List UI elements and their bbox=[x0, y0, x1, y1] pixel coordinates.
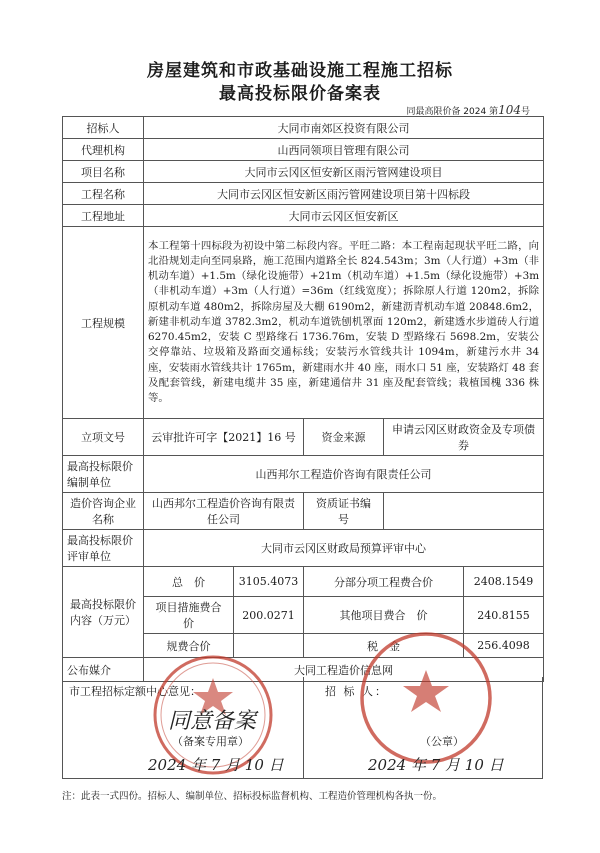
record-number bbox=[406, 103, 530, 117]
right-date-text: 2024 年 7 月 10 日 bbox=[368, 756, 504, 774]
row-works-name bbox=[63, 183, 544, 205]
media-value: 大同工程造价信息网 bbox=[144, 658, 544, 682]
row-price-total bbox=[63, 567, 544, 597]
price-label: 最高投标限价内容（万元） bbox=[63, 567, 144, 658]
approval-label: 立项文号 bbox=[63, 419, 144, 456]
row-project-name bbox=[63, 161, 544, 183]
tenderer-sign-label: 招 标 人： bbox=[325, 685, 388, 698]
scale-value: 本工程第十四标段为初设中第二标段内容。平旺二路：本工程南起现状平旺二路，向北沿规划走向至同泉路，施工范围内道路全长 824.543m；3m（人行道）+3m（非机动车道）+1.5m（绿化设施带）+21m（机动车道）+1.5m（绿化设施带）+3m（非机动车道）+3m（人行道）=36m（红线宽度）；拆除原人行道 120m2，拆除原机动车道 480m2，拆除房屋及大棚 6190m2，新建沥青机动车道 20848.6m2，新建非机动车道 3782.3m2，机动车道铣刨机罩面 120m2，新建透水步道砖人行道 6270.45m2，安装 C 型路缘石 1736.76m，安装 D 型路缘石 5698.2m，安装公交停靠站、垃圾箱及路面交通标线；安装污水管线共计 1094m，新建污水井 34 座，安装雨水管线共计 1765m，新建雨水井 40 座，雨水口 51 座，安装路灯 48 套及配套管线，新建电缆井 35 座，新建通信井 31 座及配套管线；栽植国槐 336 株等。 bbox=[144, 227, 544, 419]
project-name-value: 大同市云冈区恒安新区雨污管网建设项目 bbox=[144, 161, 544, 183]
works-name-label: 工程名称 bbox=[63, 183, 144, 205]
reviewer-value: 大同市云冈区财政局预算评审中心 bbox=[144, 530, 544, 567]
consult-value: 山西邦尔工程造价咨询有限责任公司 bbox=[144, 493, 304, 530]
measure-fee-label: 项目措施费合 价 bbox=[144, 597, 234, 634]
project-name-label: 项目名称 bbox=[63, 161, 144, 183]
sub-price-value: 2408.1549 bbox=[464, 567, 544, 597]
compiler-label: 最高投标限价编制单位 bbox=[63, 456, 144, 493]
works-name-value: 大同市云冈区恒安新区雨污管网建设项目第十四标段 bbox=[144, 183, 544, 205]
media-label: 公布媒介 bbox=[63, 658, 144, 682]
agency-value: 山西同领项目管理有限公司 bbox=[144, 139, 544, 161]
row-compiler bbox=[63, 456, 544, 493]
cert-label: 资质证书编 号 bbox=[304, 493, 384, 530]
record-handwritten-number: 104 bbox=[498, 103, 521, 117]
row-works-address bbox=[63, 205, 544, 227]
tax-value: 256.4098 bbox=[464, 634, 544, 658]
works-address-label: 工程地址 bbox=[63, 205, 144, 227]
right-date bbox=[368, 754, 504, 775]
other-fee-value: 240.8155 bbox=[464, 597, 544, 634]
tenderer-label: 招标人 bbox=[63, 117, 144, 139]
row-scale bbox=[63, 227, 544, 419]
official-seal-note: （公章） bbox=[420, 735, 464, 748]
signature-divider bbox=[303, 677, 304, 779]
tax-label: 税 金 bbox=[304, 634, 464, 658]
cert-value bbox=[384, 493, 544, 530]
approval-value: 云审批许可字【2021】16 号 bbox=[144, 419, 304, 456]
regulatory-fee-label: 规费合价 bbox=[144, 634, 234, 658]
agency-label: 代理机构 bbox=[63, 139, 144, 161]
approval-handwriting: 同意备案 bbox=[168, 709, 257, 734]
filing-table bbox=[62, 116, 544, 682]
consult-label: 造价咨询企业名称 bbox=[63, 493, 144, 530]
works-address-value: 大同市云冈区恒安新区 bbox=[144, 205, 544, 227]
scale-label: 工程规模 bbox=[63, 227, 144, 419]
fund-source-label: 资金来源 bbox=[304, 419, 384, 456]
left-date bbox=[148, 754, 284, 775]
total-price-label: 总 价 bbox=[144, 567, 234, 597]
other-fee-label: 其他项目费合 价 bbox=[304, 597, 464, 634]
row-consult bbox=[63, 493, 544, 530]
record-prefix: 同最高限价备 2024 第 bbox=[406, 107, 499, 117]
footnote: 注：此表一式四份。招标人、编制单位、招标投标监督机构、工程造价管理机构各执一份。 bbox=[62, 791, 443, 802]
fund-source-value: 申请云冈区财政资金及专项债券 bbox=[384, 419, 544, 456]
tenderer-value: 大同市南郊区投资有限公司 bbox=[144, 117, 544, 139]
total-price-value: 3105.4073 bbox=[234, 567, 304, 597]
reviewer-label: 最高投标限价评审单位 bbox=[63, 530, 144, 567]
filing-seal-note: （备案专用章） bbox=[172, 735, 249, 748]
form-title-line1: 房屋建筑和市政基础设施工程施工招标 bbox=[147, 61, 453, 81]
form-title-line2: 最高投标限价备案表 bbox=[219, 84, 381, 104]
row-approval bbox=[63, 419, 544, 456]
center-opinion-label: 市工程招标定额中心意见： bbox=[69, 685, 201, 698]
compiler-value: 山西邦尔工程造价咨询有限责任公司 bbox=[144, 456, 544, 493]
row-tenderer bbox=[63, 117, 544, 139]
row-reviewer bbox=[63, 530, 544, 567]
sub-price-label: 分部分项工程费合价 bbox=[304, 567, 464, 597]
left-date-text: 2024 年 7 月 10 日 bbox=[148, 756, 284, 774]
record-suffix: 号 bbox=[520, 107, 530, 117]
row-agency bbox=[63, 139, 544, 161]
measure-fee-value: 200.0271 bbox=[234, 597, 304, 634]
